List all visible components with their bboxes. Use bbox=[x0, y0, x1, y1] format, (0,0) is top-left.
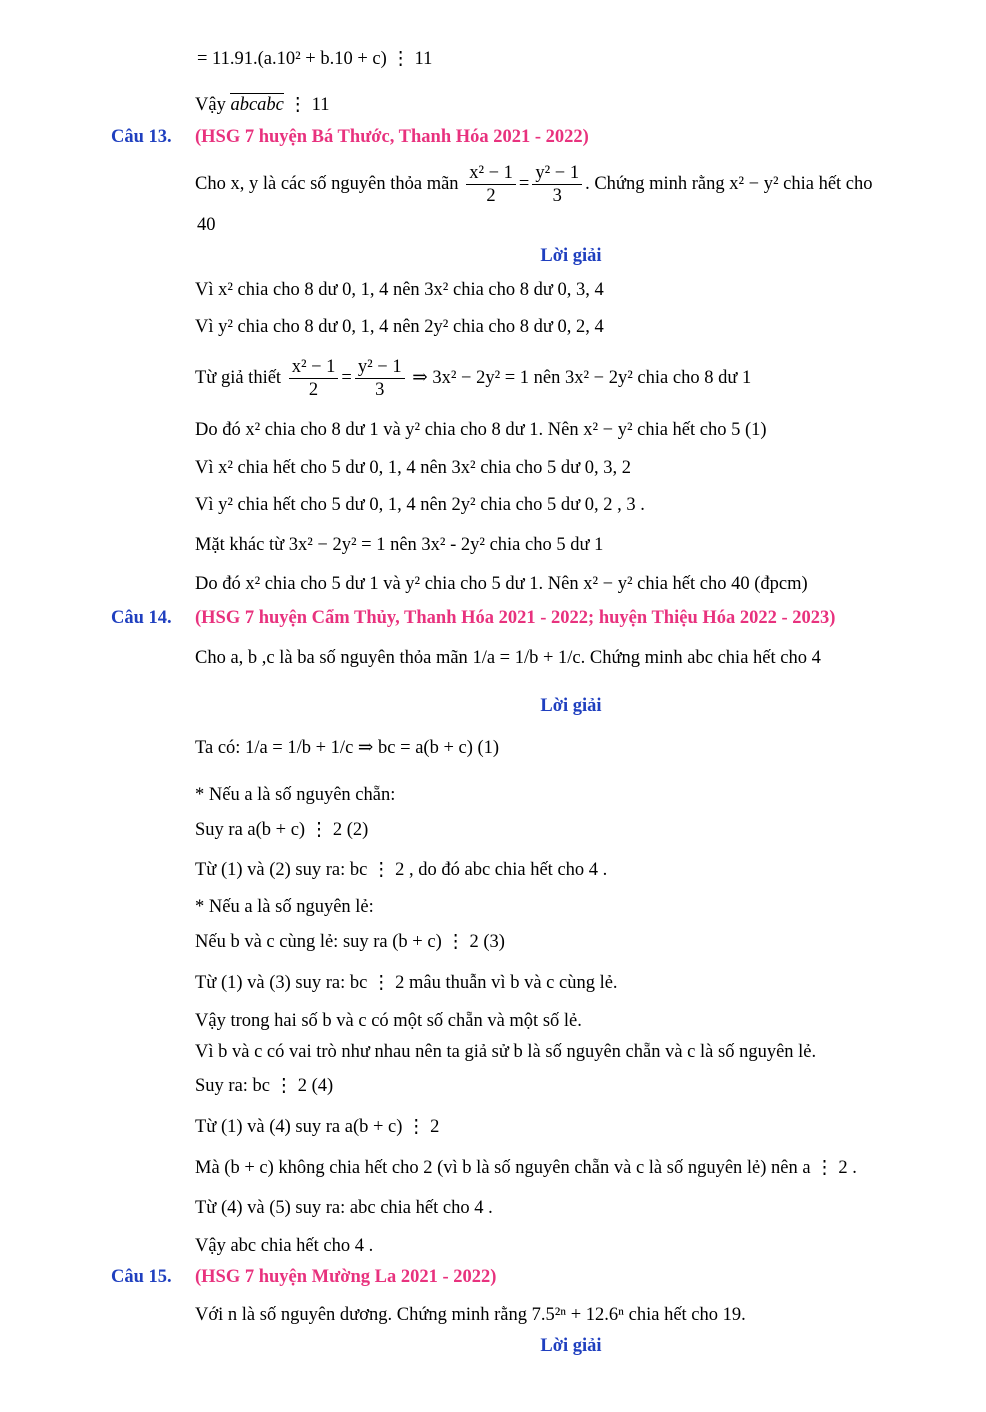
q14-source: (HSG 7 huyện Cẩm Thủy, Thanh Hóa 2021 - 2022; huyện Thiệu Hóa 2022 - 2023) bbox=[195, 608, 836, 628]
q14-step-9: Vì b và c có vai trò như nhau nên ta giả sử b là số nguyên chẵn và c là số nguyên lẻ. bbox=[195, 1042, 817, 1062]
q13-step3-frac1-den: 2 bbox=[308, 380, 319, 401]
q13-step3-frac2-num: y² − 1 bbox=[355, 356, 405, 379]
q13-step-4: Do đó x² chia cho 8 dư 1 và y² chia cho 8 dư 1. Nên x² − y² chia hết cho 5 (1) bbox=[195, 420, 767, 440]
intro-equation: = 11.91.(a.10² + b.10 + c) ⋮ 11 bbox=[197, 49, 433, 69]
q14-step-5: * Nếu a là số nguyên lẻ: bbox=[195, 897, 374, 917]
q14-solution-heading: Lời giải bbox=[540, 696, 602, 716]
q13-prompt-b: . Chứng minh rằng x² − y² chia hết cho bbox=[585, 174, 873, 194]
q15-solution-heading: Lời giải bbox=[540, 1336, 602, 1356]
q14-prompt-equation: 1/a = 1/b + 1/c bbox=[472, 648, 581, 668]
q13-fraction-y bbox=[532, 162, 582, 207]
q14-step-1a: Ta có: bbox=[195, 738, 241, 758]
q13-step-6: Vì y² chia hết cho 5 dư 0, 1, 4 nên 2y² chia cho 5 dư 0, 2 , 3 . bbox=[195, 495, 645, 515]
q14-step-3: Suy ra a(b + c) ⋮ 2 (2) bbox=[195, 820, 369, 840]
q13-prompt-c: 40 bbox=[197, 215, 216, 235]
q13-prompt: Cho x, y là các số nguyên thỏa mãn $\frac{\text{x² − 1}}{2}$ = $\frac{\text{y² − 1}}{3}$ . Chứng minh rằng x² − y² chia hết cho bbox=[195, 163, 873, 207]
q14-step-1b: ⇒ bc = a(b + c) (1) bbox=[357, 738, 500, 758]
q14-step-11: Từ (1) và (4) suy ra a(b + c) ⋮ 2 bbox=[195, 1117, 440, 1137]
q15-prompt: Với n là số nguyên dương. Chứng minh rằng 7.5²ⁿ + 12.6ⁿ chia hết cho 19. bbox=[195, 1305, 746, 1325]
q14-step-7: Từ (1) và (3) suy ra: bc ⋮ 2 mâu thuẫn vì b và c cùng lẻ. bbox=[195, 973, 618, 993]
q13-step3-fraction-y bbox=[355, 356, 405, 401]
q13-step-1: Vì x² chia cho 8 dư 0, 1, 4 nên 3x² chia cho 8 dư 0, 3, 4 bbox=[195, 280, 604, 300]
q14-step-1 bbox=[195, 724, 499, 772]
q13-step3-fraction-x bbox=[289, 356, 339, 401]
q14-prompt bbox=[195, 634, 821, 682]
q14-prompt-b: . Chứng minh abc chia hết cho 4 bbox=[580, 648, 821, 668]
q13-step-2: Vì y² chia cho 8 dư 0, 1, 4 nên 2y² chia cho 8 dư 0, 2, 4 bbox=[195, 317, 604, 337]
q14-step-13: Từ (4) và (5) suy ra: abc chia hết cho 4 . bbox=[195, 1198, 493, 1218]
q14-prompt-a: Cho a, b ,c là ba số nguyên thỏa mãn bbox=[195, 648, 468, 668]
intro-conclusion-suffix: ⋮ 11 bbox=[283, 95, 330, 115]
q13-step-3: Từ giả thiết $\frac{\text{x² − 1}}{2}$ = $\frac{\text{y² − 1}}{3}$ ⇒ 3x² − 2y² = 1 nên 3x² − 2y² chia cho 8 dư 1 bbox=[195, 357, 752, 401]
q13-frac1-num: x² − 1 bbox=[466, 162, 516, 185]
q13-step-3b: ⇒ 3x² − 2y² = 1 nên 3x² − 2y² chia cho 8 dư 1 bbox=[412, 368, 752, 388]
q13-number: Câu 13. bbox=[111, 127, 172, 147]
q15-source: (HSG 7 huyện Mường La 2021 - 2022) bbox=[195, 1267, 497, 1287]
q13-frac1-den: 2 bbox=[486, 186, 496, 207]
q13-step3-frac1-num: x² − 1 bbox=[289, 356, 339, 379]
q13-step3-frac2-den: 3 bbox=[375, 380, 385, 401]
q14-step-8: Vậy trong hai số b và c có một số chẵn và một số lẻ. bbox=[195, 1011, 582, 1031]
q13-frac2-num: y² − 1 bbox=[532, 162, 582, 185]
q13-prompt-a: Cho x, y là các số nguyên thỏa mãn bbox=[195, 174, 459, 194]
q14-step-14: Vậy abc chia hết cho 4 . bbox=[195, 1236, 374, 1256]
q13-solution-heading: Lời giải bbox=[540, 246, 602, 266]
q13-fraction-x bbox=[466, 162, 516, 207]
q14-step-12: Mà (b + c) không chia hết cho 2 (vì b là số nguyên chẵn và c là số nguyên lẻ) nên a ⋮ 2 . bbox=[195, 1158, 857, 1178]
q14-step-6: Nếu b và c cùng lẻ: suy ra (b + c) ⋮ 2 (3) bbox=[195, 932, 505, 952]
q13-step-7: Mặt khác từ 3x² − 2y² = 1 nên 3x² - 2y² chia cho 5 dư 1 bbox=[195, 535, 604, 555]
q13-step-8: Do đó x² chia cho 5 dư 1 và y² chia cho 5 dư 1. Nên x² − y² chia hết cho 40 (đpcm) bbox=[195, 574, 808, 594]
q15-number: Câu 15. bbox=[111, 1267, 172, 1287]
q14-step-4: Từ (1) và (2) suy ra: bc ⋮ 2 , do đó abc chia hết cho 4 . bbox=[195, 860, 608, 880]
q13-step-5: Vì x² chia hết cho 5 dư 0, 1, 4 nên 3x² chia cho 5 dư 0, 3, 2 bbox=[195, 458, 632, 478]
q14-number: Câu 14. bbox=[111, 608, 172, 628]
q13-frac2-den: 3 bbox=[552, 186, 562, 207]
q13-source: (HSG 7 huyện Bá Thước, Thanh Hóa 2021 - 2022) bbox=[195, 127, 589, 147]
intro-overline-number: abcabc bbox=[230, 95, 284, 115]
q14-step-10: Suy ra: bc ⋮ 2 (4) bbox=[195, 1076, 334, 1096]
q13-step-3a: Từ giả thiết bbox=[195, 368, 282, 388]
intro-conclusion-prefix: Vậy bbox=[195, 95, 231, 115]
q14-step1-equation: 1/a = 1/b + 1/c bbox=[245, 738, 354, 758]
q14-step-2: * Nếu a là số nguyên chẵn: bbox=[195, 785, 396, 805]
intro-conclusion bbox=[195, 92, 329, 118]
